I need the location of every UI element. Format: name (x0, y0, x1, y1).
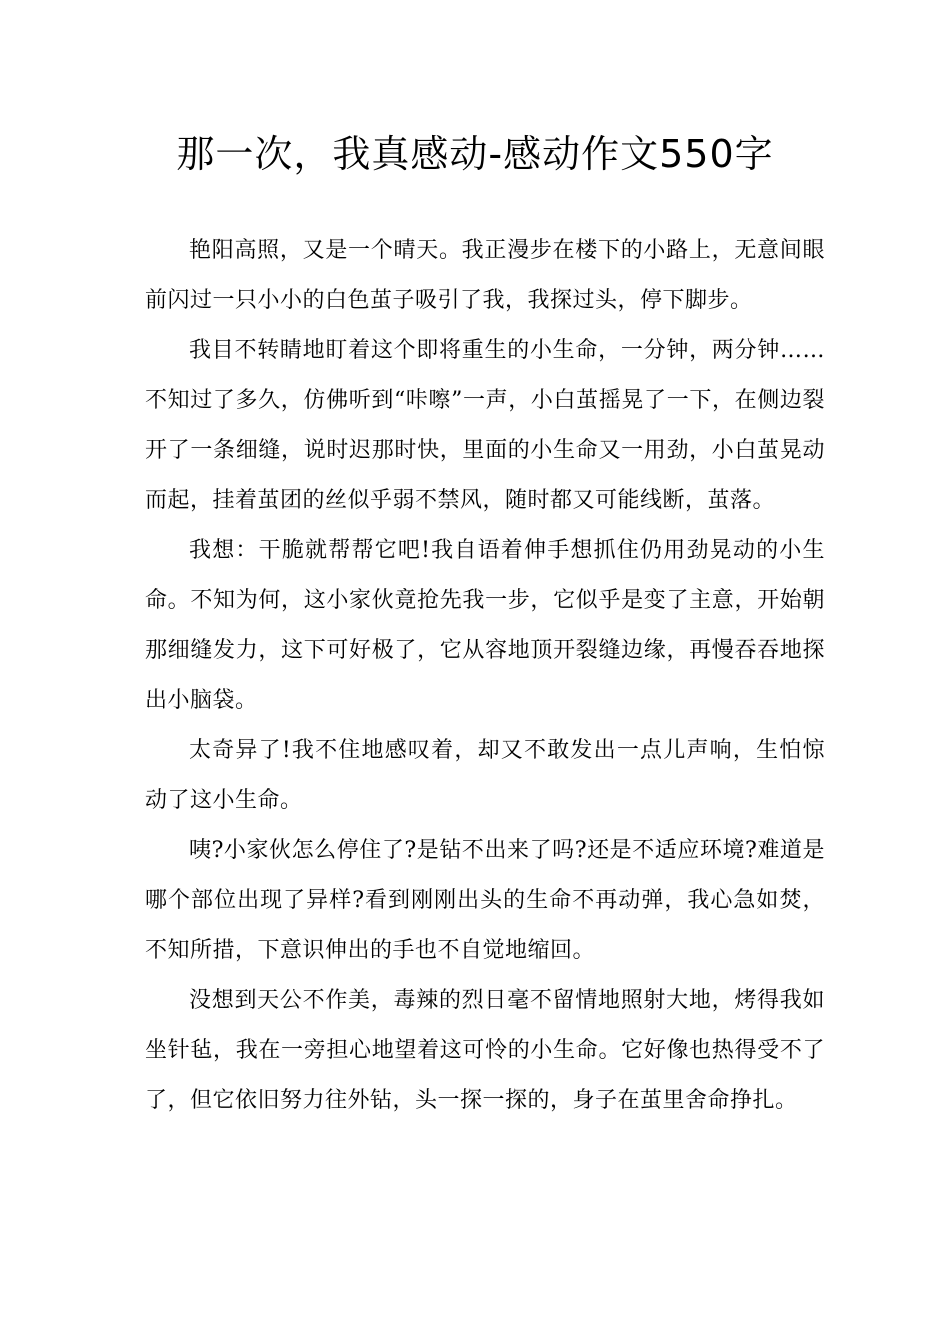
paragraph: 我想：干脆就帮帮它吧!我自语着伸手想抓住仍用劲晃动的小生命。不知为何，这小家伙竟抢先我一步，它似乎是变了主意，开始朝那细缝发力，这下可好极了，它从容地顶开裂缝边缘，再慢吞吞地探出小脑袋。 (145, 538, 825, 713)
document-body (145, 226, 825, 1126)
paragraph: 咦?小家伙怎么停住了?是钻不出来了吗?还是不适应环境?难道是哪个部位出现了异样?看到刚刚出头的生命不再动弹，我心急如焚，不知所措，下意识伸出的手也不自觉地缩回。 (145, 838, 825, 963)
paragraph: 没想到天公不作美，毒辣的烈日毫不留情地照射大地，烤得我如坐针毡，我在一旁担心地望着这可怜的小生命。它好像也热得受不了了，但它依旧努力往外钻，头一探一探的，身子在茧里舍命挣扎。 (145, 988, 825, 1113)
document-title: 那一次，我真感动-感动作文550字 (176, 132, 774, 176)
paragraph: 艳阳高照，又是一个晴天。我正漫步在楼下的小路上，无意间眼前闪过一只小小的白色茧子吸引了我，我探过头，停下脚步。 (145, 238, 825, 313)
paragraph: 我目不转睛地盯着这个即将重生的小生命，一分钟，两分钟……不知过了多久，仿佛听到“咔嚓”一声，小白茧摇晃了一下，在侧边裂开了一条细缝，说时迟那时快，里面的小生命又一用劲，小白茧晃动而起，挂着茧团的丝似乎弱不禁风，随时都又可能线断，茧落。 (145, 338, 825, 513)
paragraph: 太奇异了!我不住地感叹着，却又不敢发出一点儿声响，生怕惊动了这小生命。 (145, 738, 825, 813)
